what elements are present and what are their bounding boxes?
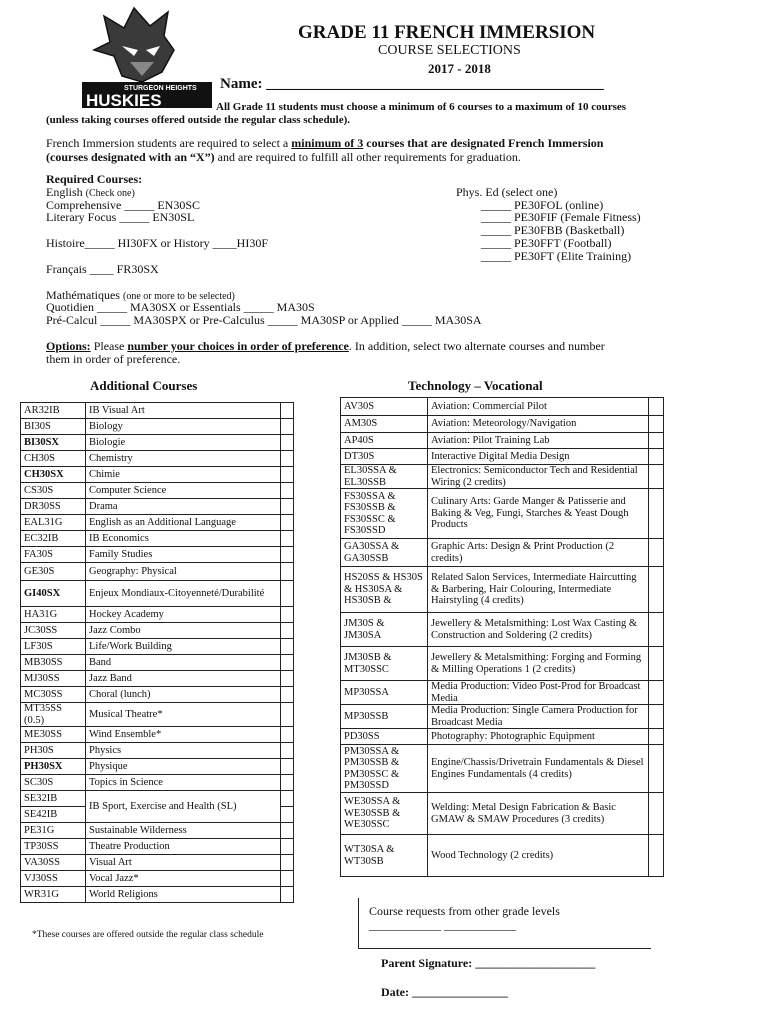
preference-box[interactable] — [281, 871, 294, 887]
course-name: Aviation: Commercial Pilot — [428, 398, 649, 416]
course-name: English as an Additional Language — [86, 515, 281, 531]
course-code: EL30SSA & EL30SSB — [341, 465, 428, 489]
table-row — [21, 467, 294, 483]
table-row — [341, 449, 664, 465]
course-name: Chemistry — [86, 451, 281, 467]
course-code: AM30S — [341, 416, 428, 433]
options-line-1: Options: Please number your choices in order of preference. In addition, select two alternate courses and number — [46, 339, 605, 353]
preference-box[interactable] — [649, 449, 664, 465]
svg-text:HUSKIES: HUSKIES — [86, 91, 162, 110]
preference-box[interactable] — [281, 639, 294, 655]
preference-box[interactable] — [649, 681, 664, 705]
required-heading: Required Courses: — [46, 172, 143, 186]
math-label: Mathématiques (one or more to be selected) — [46, 288, 235, 302]
preference-box[interactable] — [649, 433, 664, 449]
course-code: PE31G — [21, 823, 86, 839]
course-code: BI30S — [21, 419, 86, 435]
phys-ed-option[interactable]: _____ PE30FOL (online) — [481, 198, 604, 212]
course-name: Hockey Academy — [86, 607, 281, 623]
additional-heading: Additional Courses — [90, 378, 198, 393]
course-name: Chimie — [86, 467, 281, 483]
course-name: Topics in Science — [86, 775, 281, 791]
course-code: AP40S — [341, 433, 428, 449]
course-name: Media Production: Video Post-Prod for Broadcast Media — [428, 681, 649, 705]
course-code: CH30S — [21, 451, 86, 467]
course-code: MT35SS (0.5) — [21, 703, 86, 727]
preference-box[interactable] — [649, 489, 664, 539]
table-row — [21, 671, 294, 687]
requests-blanks[interactable]: ____________ ____________ — [369, 918, 516, 932]
preference-box[interactable] — [281, 435, 294, 451]
course-code: WR31G — [21, 887, 86, 903]
course-name: Theatre Production — [86, 839, 281, 855]
course-name: Jazz Combo — [86, 623, 281, 639]
course-name: Visual Art — [86, 855, 281, 871]
phys-ed-label: Phys. Ed (select one) — [456, 185, 558, 199]
course-code: MC30SS — [21, 687, 86, 703]
technology-heading: Technology – Vocational — [408, 378, 543, 393]
preference-box[interactable] — [281, 687, 294, 703]
table-row — [341, 416, 664, 433]
table-row — [21, 855, 294, 871]
preference-box[interactable] — [281, 839, 294, 855]
rule-line-1: All Grade 11 students must choose a minimum of 6 courses to a maximum of 10 courses — [216, 101, 627, 113]
course-name: World Religions — [86, 887, 281, 903]
preference-box[interactable] — [281, 607, 294, 623]
table-row — [341, 729, 664, 745]
preference-box[interactable] — [281, 887, 294, 903]
course-code: CH30SX — [21, 467, 86, 483]
preference-box[interactable] — [281, 515, 294, 531]
table-row — [21, 531, 294, 547]
intro-line-1: French Immersion students are required to select a minimum of 3 courses that are designated French Immersion — [46, 136, 604, 150]
requests-label: Course requests from other grade levels — [369, 904, 560, 918]
preference-box[interactable] — [649, 613, 664, 647]
requests-box — [358, 898, 651, 949]
math-precalc[interactable]: Pré-Calcul _____ MA30SPX or Pre-Calculus _____ MA30SP or Applied _____ MA30SA — [46, 313, 482, 327]
table-row — [21, 499, 294, 515]
preference-box[interactable] — [281, 791, 294, 807]
course-name: IB Economics — [86, 531, 281, 547]
table-row — [21, 639, 294, 655]
school-year: 2017 - 2018 — [428, 61, 491, 76]
course-name: Biology — [86, 419, 281, 435]
course-name: Vocal Jazz* — [86, 871, 281, 887]
course-code: AR32IB — [21, 403, 86, 419]
options-line-2: them in order of preference. — [46, 352, 181, 366]
course-name: Musical Theatre* — [86, 703, 281, 727]
course-name: Enjeux Mondiaux-Citoyenneté/Durabilité — [86, 581, 281, 607]
table-row — [21, 515, 294, 531]
footnote: *These courses are offered outside the regular class schedule — [32, 930, 264, 940]
preference-box[interactable] — [281, 703, 294, 727]
course-code: FS30SSA & FS30SSB & FS30SSC & FS30SSD — [341, 489, 428, 539]
name-field[interactable]: Name: _____________________________________________ — [220, 76, 604, 92]
table-row — [21, 823, 294, 839]
table-row — [21, 839, 294, 855]
table-row — [341, 539, 664, 567]
course-code: GA30SSA & GA30SSB — [341, 539, 428, 567]
phys-ed-option[interactable]: _____ PE30FFT (Football) — [481, 236, 612, 250]
course-name: Biologie — [86, 435, 281, 451]
preference-box[interactable] — [281, 823, 294, 839]
huskies-logo — [64, 6, 216, 112]
table-row — [21, 887, 294, 903]
course-code: HA31G — [21, 607, 86, 623]
course-name: Drama — [86, 499, 281, 515]
preference-box[interactable] — [281, 531, 294, 547]
course-name: Geography: Physical — [86, 563, 281, 581]
table-row — [341, 745, 664, 793]
table-row — [341, 647, 664, 681]
table-row — [21, 403, 294, 419]
preference-box[interactable] — [649, 729, 664, 745]
preference-box[interactable] — [281, 623, 294, 639]
phys-ed-option[interactable]: _____ PE30FIF (Female Fitness) — [481, 210, 641, 224]
course-name: Band — [86, 655, 281, 671]
technology-courses-table — [340, 397, 664, 877]
course-code: DR30SS — [21, 499, 86, 515]
course-name: Related Salon Services, Intermediate Haircutting & Barbering, Hair Colouring, Intermediate Hairstyling (4 credits) — [428, 567, 649, 613]
preference-box[interactable] — [281, 563, 294, 581]
course-code: FA30S — [21, 547, 86, 563]
preference-box[interactable] — [649, 745, 664, 793]
table-row — [341, 489, 664, 539]
course-name: Photography: Photographic Equipment — [428, 729, 649, 745]
table-row — [21, 703, 294, 727]
english-label: English (Check one) — [46, 185, 135, 199]
course-code: DT30S — [341, 449, 428, 465]
math-quotidien[interactable]: Quotidien _____ MA30SX or Essentials _____ MA30S — [46, 300, 315, 314]
page-title: GRADE 11 FRENCH IMMERSION — [298, 22, 596, 43]
course-code: WE30SSA & WE30SSB & WE30SSC — [341, 793, 428, 835]
course-name: Culinary Arts: Garde Manger & Patisserie and Baking & Veg, Fungi, Starches & Yeast Dough Products — [428, 489, 649, 539]
svg-text:STURGEON HEIGHTS: STURGEON HEIGHTS — [124, 85, 197, 92]
phys-ed-option[interactable]: _____ PE30FBB (Basketball) — [481, 223, 625, 237]
table-row — [341, 793, 664, 835]
preference-box[interactable] — [281, 403, 294, 419]
table-row — [21, 419, 294, 435]
table-row — [21, 655, 294, 671]
table-row — [21, 483, 294, 499]
preference-box[interactable] — [649, 647, 664, 681]
course-code: PM30SSA & PM30SSB & PM30SSC & PM30SSD — [341, 745, 428, 793]
francais-option[interactable]: Français ____ FR30SX — [46, 262, 159, 276]
preference-box[interactable] — [649, 539, 664, 567]
preference-box[interactable] — [649, 416, 664, 433]
preference-box[interactable] — [281, 499, 294, 515]
course-name: Choral (lunch) — [86, 687, 281, 703]
course-code: WT30SA & WT30SB — [341, 835, 428, 877]
course-code: PH30SX — [21, 759, 86, 775]
table-row — [21, 435, 294, 451]
table-row — [341, 705, 664, 729]
preference-box[interactable] — [649, 705, 664, 729]
table-row — [21, 759, 294, 775]
course-name: Welding: Metal Design Fabrication & Basic GMAW & SMAW Procedures (3 credits) — [428, 793, 649, 835]
preference-box[interactable] — [649, 567, 664, 613]
course-code: EC32IB — [21, 531, 86, 547]
course-code: TP30SS — [21, 839, 86, 855]
course-code: LF30S — [21, 639, 86, 655]
table-row — [21, 775, 294, 791]
preference-box[interactable] — [649, 835, 664, 877]
page-subtitle: COURSE SELECTIONS — [378, 43, 521, 58]
course-name: Jazz Band — [86, 671, 281, 687]
course-code: GI40SX — [21, 581, 86, 607]
course-name: Jewellery & Metalsmithing: Lost Wax Casting & Construction and Soldering (2 credits) — [428, 613, 649, 647]
histoire-option[interactable]: Histoire_____ HI30FX or History ____HI30F — [46, 236, 268, 250]
course-name: Electronics: Semiconductor Tech and Residential Wiring (2 credits) — [428, 465, 649, 489]
preference-box[interactable] — [281, 655, 294, 671]
course-code: ME30SS — [21, 727, 86, 743]
preference-box[interactable] — [281, 483, 294, 499]
course-name: Media Production: Single Camera Production for Broadcast Media — [428, 705, 649, 729]
table-row — [341, 613, 664, 647]
course-name: Sustainable Wilderness — [86, 823, 281, 839]
course-code: VA30SS — [21, 855, 86, 871]
course-name: IB Sport, Exercise and Health (SL) — [86, 791, 281, 823]
date-field[interactable]: Date: ________________ — [381, 985, 508, 999]
parent-signature[interactable]: Parent Signature: ____________________ — [381, 956, 596, 970]
course-code: JC30SS — [21, 623, 86, 639]
table-row — [341, 433, 664, 449]
rule-line-2: (unless taking courses offered outside the regular class schedule). — [46, 114, 351, 126]
table-row — [21, 791, 294, 807]
course-name: Physics — [86, 743, 281, 759]
preference-box[interactable] — [281, 581, 294, 607]
preference-box[interactable] — [649, 398, 664, 416]
preference-box[interactable] — [281, 743, 294, 759]
table-row — [341, 681, 664, 705]
preference-box[interactable] — [281, 671, 294, 687]
preference-box[interactable] — [281, 419, 294, 435]
preference-box[interactable] — [281, 855, 294, 871]
course-code: MJ30SS — [21, 671, 86, 687]
course-code: CS30S — [21, 483, 86, 499]
course-name: Aviation: Pilot Training Lab — [428, 433, 649, 449]
preference-box[interactable] — [281, 807, 294, 823]
preference-box[interactable] — [281, 451, 294, 467]
course-code: BI30SX — [21, 435, 86, 451]
course-name: Jewellery & Metalsmithing: Forging and Forming & Milling Operations 1 (2 credits) — [428, 647, 649, 681]
table-row — [341, 835, 664, 877]
english-literary[interactable]: Literary Focus _____ EN30SL — [46, 210, 195, 224]
course-name: Engine/Chassis/Drivetrain Fundamentals & Diesel Engines Fundamentals (4 credits) — [428, 745, 649, 793]
course-name: Wind Ensemble* — [86, 727, 281, 743]
course-code: HS20SS & HS30S & HS30SA & HS30SB & — [341, 567, 428, 613]
preference-box[interactable] — [281, 467, 294, 483]
table-row — [21, 607, 294, 623]
additional-courses-table — [20, 402, 294, 903]
preference-box[interactable] — [281, 759, 294, 775]
course-code: PD30SS — [341, 729, 428, 745]
preference-box[interactable] — [281, 727, 294, 743]
course-name: Interactive Digital Media Design — [428, 449, 649, 465]
course-code: MP30SSB — [341, 705, 428, 729]
preference-box[interactable] — [649, 465, 664, 489]
course-name: Life/Work Building — [86, 639, 281, 655]
course-code: JM30SB & MT30SSC — [341, 647, 428, 681]
course-name: Computer Science — [86, 483, 281, 499]
course-code: JM30S & JM30SA — [341, 613, 428, 647]
table-row — [341, 567, 664, 613]
table-row — [21, 871, 294, 887]
course-code: AV30S — [341, 398, 428, 416]
course-name: IB Visual Art — [86, 403, 281, 419]
course-code: SE32IB — [21, 791, 86, 807]
phys-ed-option[interactable]: _____ PE30FT (Elite Training) — [481, 249, 632, 263]
course-name: Aviation: Meteorology/Navigation — [428, 416, 649, 433]
table-row — [21, 547, 294, 563]
course-code: VJ30SS — [21, 871, 86, 887]
table-row — [21, 687, 294, 703]
course-name: Graphic Arts: Design & Print Production (2 credits) — [428, 539, 649, 567]
preference-box[interactable] — [649, 793, 664, 835]
course-code: SC30S — [21, 775, 86, 791]
course-code: PH30S — [21, 743, 86, 759]
course-code: SE42IB — [21, 807, 86, 823]
preference-box[interactable] — [281, 775, 294, 791]
table-row — [21, 581, 294, 607]
course-code: GE30S — [21, 563, 86, 581]
table-row — [21, 563, 294, 581]
course-name: Family Studies — [86, 547, 281, 563]
table-row — [341, 398, 664, 416]
intro-line-2: (courses designated with an “X”) and are required to fulfill all other requirements for graduation. — [46, 150, 521, 164]
course-code: EAL31G — [21, 515, 86, 531]
table-row — [21, 727, 294, 743]
course-name: Physique — [86, 759, 281, 775]
course-code: MP30SSA — [341, 681, 428, 705]
table-row — [21, 623, 294, 639]
table-row — [21, 743, 294, 759]
preference-box[interactable] — [281, 547, 294, 563]
table-row — [21, 451, 294, 467]
table-row — [341, 465, 664, 489]
course-name: Wood Technology (2 credits) — [428, 835, 649, 877]
english-comprehensive[interactable]: Comprehensive _____ EN30SC — [46, 198, 200, 212]
course-code: MB30SS — [21, 655, 86, 671]
